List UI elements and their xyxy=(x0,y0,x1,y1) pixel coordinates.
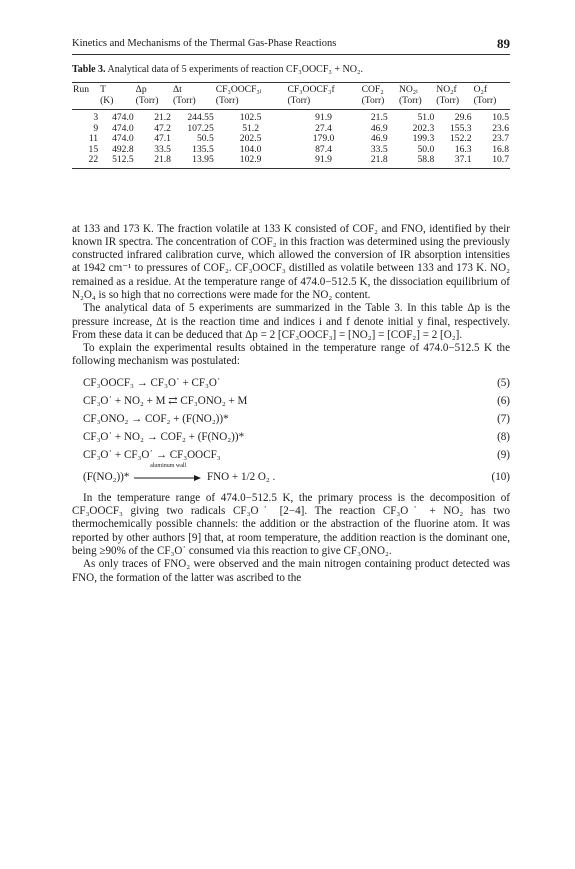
equation-text: CF₃ONO₂ → COF₂ + (F(NO₂))* xyxy=(83,412,229,425)
table-cell: 50.5 xyxy=(196,133,214,144)
table-cell: 23.7 xyxy=(492,133,509,144)
equation-text: CF₃O˙ + CF₃O˙ → CF₃OOCF₃ xyxy=(83,448,221,461)
table-cell: 21.2 xyxy=(135,110,172,124)
right-arrow-icon xyxy=(134,474,202,482)
table-cell: 11 xyxy=(88,133,99,144)
column-header: O₂f xyxy=(473,83,510,96)
equation-number: (10) xyxy=(491,470,510,483)
table-cell: 46.9 xyxy=(370,133,388,144)
paragraph: The analytical data of 5 experiments are summarized in the Table 3. In this table Δp is the pressure increase, Δt is the reaction time and indices i and f denote initial y final, respectively. From these data it can be deduced that Δp = 2 [CF₃OOCF₃] = [NO₂] = [COF₂] = 2 [O₂]. xyxy=(72,302,510,341)
equation xyxy=(72,446,510,464)
table-cell: 51.0 xyxy=(398,110,435,124)
column-unit: (Torr) xyxy=(361,94,385,106)
running-title: Kinetics and Mechanisms of the Thermal Gas-Phase Reactions xyxy=(72,38,337,49)
table-cell: 87.4 xyxy=(315,143,332,155)
table-cell: 104.0 xyxy=(239,143,262,155)
table-row xyxy=(72,110,510,124)
table-cell: 33.5 xyxy=(370,143,388,155)
column-unit: (Torr) xyxy=(398,94,422,106)
table-cell: 46.9 xyxy=(370,122,388,134)
equation xyxy=(72,410,510,428)
column-unit: (Torr) xyxy=(172,94,196,106)
table-caption-label: Table 3. xyxy=(72,64,106,75)
paragraph: To explain the experimental results obtained in the temperature range of 474.0−512.5 K the following mechanism was postulated: xyxy=(72,342,510,368)
column-header: Run xyxy=(72,83,99,96)
table-cell: 102.9 xyxy=(215,155,287,168)
column-unit: (Torr) xyxy=(135,94,159,106)
table-cell: 47.2 xyxy=(154,122,171,134)
column-unit xyxy=(72,96,99,110)
page xyxy=(72,38,510,585)
column-header: NO₂ᵢ xyxy=(398,83,435,96)
table-row xyxy=(72,124,510,135)
equation-text: CF₃O˙ + NO₂ + M ⇄ CF₃ONO₂ + M xyxy=(83,394,248,407)
table-cell: 21.8 xyxy=(135,155,172,168)
table-cell: 474.0 xyxy=(112,122,134,134)
column-header: CF₃OOCF₃ᵢ xyxy=(215,83,287,96)
column-unit: (K) xyxy=(100,94,114,106)
labeled-reaction-arrow xyxy=(134,463,202,483)
table-cell: 91.9 xyxy=(286,110,360,124)
table-cell: 21.8 xyxy=(361,155,398,168)
table-cell: 474.0 xyxy=(99,110,135,124)
column-header: COF₂ xyxy=(361,83,398,96)
column-unit: (Torr) xyxy=(287,94,311,106)
table-cell: 10.7 xyxy=(473,155,510,168)
equation-text: CF₃OOCF₃ → CF₃O˙ + CF₃O˙ xyxy=(83,376,221,389)
equation-number: (5) xyxy=(497,376,510,389)
analytical-data-table xyxy=(72,82,510,169)
equation-number: (8) xyxy=(497,430,510,443)
mechanism-equations xyxy=(72,374,510,488)
table-cell: 512.5 xyxy=(99,155,135,168)
table-cell: 179.0 xyxy=(312,133,335,144)
table-cell: 16.8 xyxy=(492,143,509,155)
table-cell: 155.3 xyxy=(450,122,472,134)
equation-lhs: (F(NO₂))* xyxy=(83,470,130,483)
table-cell: 50.0 xyxy=(417,143,435,155)
running-header xyxy=(72,38,510,54)
paragraph: In the temperature range of 474.0−512.5 K, the primary process is the decomposition of CF₃OOCF₃ giving two radicals CF₃O˙ [2−4]. The reaction CF₃O˙ + NO₂ has two thermochemically possible channels: the addition or the abstraction of the fluorine atom. It was reported by other authors [9] that, at room temperature, the addition reaction is the dominant one, being ≥90% of the CF₃O˙ consumed via this reaction to give CF₃ONO₂. xyxy=(72,491,510,557)
table-cell: 21.5 xyxy=(361,110,398,124)
table-row xyxy=(72,155,510,168)
table-cell: 202.5 xyxy=(239,133,262,144)
table-cell: 244.55 xyxy=(172,110,215,124)
table-cell: 13.95 xyxy=(172,155,215,168)
table-cell: 9 xyxy=(93,122,99,134)
equation xyxy=(72,428,510,446)
page-number: 89 xyxy=(497,36,510,51)
equation-number: (6) xyxy=(497,394,510,407)
table-cell: 27.4 xyxy=(315,122,332,134)
column-unit: (Torr) xyxy=(215,94,239,106)
table-cell: 47.1 xyxy=(154,133,171,144)
column-header: T xyxy=(99,83,135,96)
table-cell: 107.25 xyxy=(187,122,214,134)
equation-number: (7) xyxy=(497,412,510,425)
table-cell: 474.0 xyxy=(112,133,134,144)
header-rule xyxy=(72,54,510,55)
paragraph: at 133 and 173 K. The fraction volatile at 133 K consisted of COF₂ and FNO, identified by their known IR spectra. The concentration of COF₂ in this fraction was determined using the previously constructed infrared calibration curve, which allowed the conversion of IR absorption intensities at 1942 cm⁻¹ to pressures of COF₂. CF₃OOCF₃ distilled as volatile between 133 and 173 K. NO₂ remained as a residue. At the temperature range of 474.0−512.5 K, the dissociation equilibrium of N₂O₄ is so high that no corrections were made for the NO₂ content. xyxy=(72,222,510,301)
table-cell: 15 xyxy=(88,143,99,155)
table-cell: 102.5 xyxy=(215,110,287,124)
table-caption xyxy=(72,64,510,75)
column-unit: (Torr) xyxy=(473,94,497,106)
table-cell: 58.8 xyxy=(398,155,435,168)
equation xyxy=(72,392,510,410)
equation-rhs: FNO + 1/2 O₂ . xyxy=(206,470,276,483)
table-cell: 16.3 xyxy=(454,143,472,155)
table-cell: 37.1 xyxy=(435,155,472,168)
equation xyxy=(72,464,510,488)
table-caption-text: Analytical data of 5 experiments of reaction CF₃OOCF₃ + NO₂. xyxy=(107,64,363,75)
table-cell: 51.2 xyxy=(242,122,259,134)
table-cell: 91.9 xyxy=(286,155,360,168)
table-cell: 135.5 xyxy=(192,143,214,155)
table-cell: 29.6 xyxy=(435,110,472,124)
column-header: Δp xyxy=(135,83,172,96)
table-cell: 23.6 xyxy=(492,122,509,134)
paragraph: As only traces of FNO₂ were observed and the main nitrogen containing product detected was FNO, the formation of the latter was ascribed to the xyxy=(72,558,510,584)
table-cell: 202.3 xyxy=(412,122,435,134)
body-text xyxy=(72,223,510,585)
table-row xyxy=(72,134,510,145)
table-cell: 492.8 xyxy=(112,143,134,155)
column-header: Δt xyxy=(172,83,215,96)
table-cell: 10.5 xyxy=(473,110,510,124)
column-unit: (Torr) xyxy=(436,94,460,106)
equation xyxy=(72,374,510,392)
equation-text: CF₃O˙ + NO₂ → COF₂ + (F(NO₂))* xyxy=(83,430,245,443)
column-header: NO₂f xyxy=(435,83,472,96)
table-cell: 152.2 xyxy=(450,133,472,144)
table-cell: 22 xyxy=(72,155,99,168)
table-cell: 199.3 xyxy=(412,133,435,144)
table-cell: 3 xyxy=(72,110,99,124)
column-header: CF₃OOCF₃f xyxy=(286,83,360,96)
table-row xyxy=(72,145,510,156)
arrow-label: aluminum wall xyxy=(150,463,187,470)
table-cell: 33.5 xyxy=(154,143,171,155)
equation-number: (9) xyxy=(497,448,510,461)
